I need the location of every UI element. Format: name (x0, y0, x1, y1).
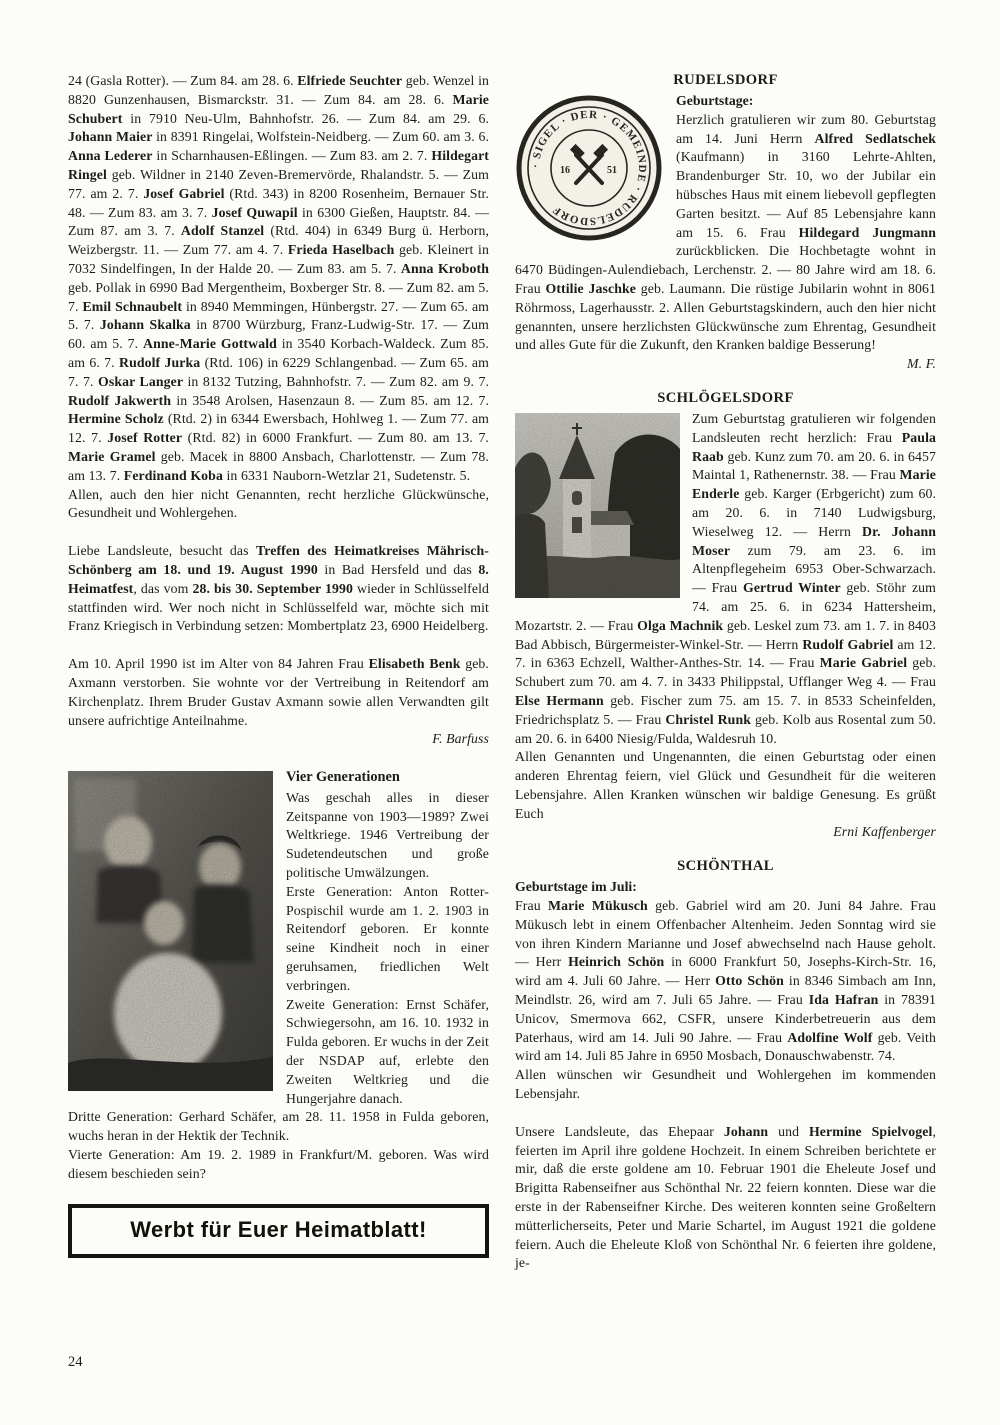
heimatblatt-advert-box (68, 1204, 489, 1258)
schloegelsdorf-body: Zum Geburtstag gratulieren wir folgenden Landsleuten recht herzlich: Frau Paula Raab geb. Kunz zum 70. am 20. 6. in 6457 Maintal 1, Rathenernstr. 38. — Frau Marie Enderle geb. Karger (Erbgericht) zum 60. am 20. 6. in 7140 Ludwigsburg, Wieselweg 12. — Herrn Dr. Johann Moser zum 79. am 23. 6. im Altenpflegeheim 6953 Ober-Schwarzach. — Frau Gertrud Winter geb. Stöhr zum 74. am 25. 6. in 6234 Hattersheim, Mozartstr. 2. — Frau Olga Machnik geb. Leskel zum 73. am 1. 7. in 8403 Bad Abbisch, Bürgermeister-Winkel-Str. — Herrn Rudolf Gabriel am 12. 7. in 6363 Echzell, Walther-Anthes-Str. 14. — Frau Marie Gabriel geb. Schubert zum 70. am 4. 7. in 3433 Philippstal, Ufflanger Weg 4. — Frau Else Hermann geb. Fischer zum 75. am 15. 7. in 8533 Scheinfelden, Friedrichsplatz 5. — Frau Christel Runk geb. Kolb aus Rosental zum 50. am 20. 6. in 6400 Niesig/Fulda, Waldesruh 10. (515, 410, 937, 746)
right-column (515, 72, 936, 1273)
two-column-layout (68, 72, 936, 1273)
advert-text: Werbt für Euer Heimatblatt! (130, 1216, 427, 1242)
third-generation-paragraph: Dritte Generation: Gerhard Schäfer, am 28. 11. 1958 in Fulda geboren, wuchs heran in der Hektik der Technik. (68, 1109, 489, 1144)
fourth-generation-paragraph: Vierte Generation: Am 19. 2. 1989 in Frankfurt/M. geboren. Was wird diesem beschieden sein? (68, 1147, 489, 1181)
schoenthal-closing: Allen wünschen wir Gesundheit und Wohlergehen im kommenden Lebensjahr. (515, 1067, 936, 1102)
four-generations-intro: Was geschah alles in dieser Zeitspanne von 1903—1989? Zwei Weltkriege. 1946 Vertreibung der Sudetendeutschen und große politische Umwälzungen. (286, 789, 489, 881)
four-generations-section (68, 768, 489, 1184)
seal-year-left: 16 (560, 165, 570, 176)
rudelsdorf-section (515, 92, 936, 355)
rudelsdorf-signature: M. F. (907, 356, 936, 372)
seal-year-right: 51 (607, 165, 617, 176)
schloegelsdorf-closing: Allen Genannten und Ungenannten, die einen Geburtstag oder einen anderen Ehrentag feiern, viel Glück und Gesundheit für die weiteren Lebensjahre. Allen Kranken wünschen wir baldige Genesung. Es grüßt Euch (515, 749, 936, 821)
four-generations-title: Vier Generationen (286, 769, 400, 786)
section-heading-schloegelsdorf: SCHLÖGELSDORF (657, 389, 794, 406)
rudelsdorf-subheading: Geburtstage: (676, 93, 754, 108)
obituary-signature: F. Barfuss (432, 731, 489, 747)
church-photo (515, 413, 680, 598)
church-photo-graphic (515, 413, 680, 598)
schoenthal-subheading: Geburtstage im Juli: (515, 879, 637, 895)
birthday-greetings-list: 24 (Gasla Rotter). — Zum 84. am 28. 6. Elfriede Seuchter geb. Wenzel in 8820 Gunzenhausen, Bismarckstr. 31. — Zum 84. am 28. 6. Marie Schubert in 7910 Neu-Ulm, Bahnhofstr. 26. — Zum 84. am 29. 6. Johann Maier in 8391 Ringelai, Wolfstein-Neidberg. — Zum 60. am 3. 6. Anna Lederer in Scharnhausen-Eßlingen. — Zum 83. am 2. 7. Hildegart Ringel geb. Wildner in 2140 Zeven-Bremervörde, Rhalandstr. 5. — Zum 77. am 2. 7. Josef Gabriel (Rtd. 343) in 8200 Rosenheim, Bernauer Str. 48. — Zum 83. am 3. 7. Josef Quwapil in 6300 Gießen, Hauptstr. 84. — Zum 87. am 3. 7. Adolf Stanzel (Rtd. 404) in 6349 Burg ü. Herborn, Weizbergstr. 11. — Zum 77. am 4. 7. Frieda Haselbach geb. Kleinert in 7032 Sindelfingen, In der Halde 20. — Zum 83. am 5. 7. Anna Kroboth geb. Pollak in 6990 Bad Mergentheim, Boxberger Str. 8. — Zum 82. am 5. 7. Emil Schnaubelt in 8940 Memmingen, Hünbergstr. 27. — Zum 65. am 5. 7. Johann Skalka in 8700 Würzburg, Franz-Ludwig-Str. 17. — Zum 60. am 5. 7. Anne-Marie Gottwald in 3540 Korbach-Waldeck. Zum 85. am 6. 7. Rudolf Jurka (Rtd. 106) in 6229 Schlangenbad. — Zum 65. am 7. 7. Oskar Langer in 8132 Tutzing, Bahnhofstr. 7. — Zum 82. am 9. 7. Rudolf Jakwerth in 3548 Arolsen, Hasenzaun 8. — Zum 85. am 12. 7. Hermine Scholz (Rtd. 2) in 6344 Ewersbach, Hohlweg 1. — Zum 77. am 12. 7. Josef Rotter (Rtd. 82) in 6000 Frankfurt. — Zum 80. am 13. 7. Marie Gramel geb. Macek in 8800 Ansbach, Charlottenstr. — Zum 78. am 13. 7. Ferdinand Koba in 6331 Nauborn-Wetzlar 21, Sudetenstr. 5. (68, 73, 490, 483)
rudelsdorf-seal-image (515, 94, 663, 242)
left-column (68, 72, 489, 1273)
seal-graphic (515, 94, 663, 242)
meeting-announcement: Liebe Landsleute, besucht das Treffen des Heimatkreises Mährisch-Schönberg am 18. und 19. August 1990 in Bad Hersfeld und das 8. Heimatfest, das vom 28. bis 30. September 1990 wieder in Schlüsselfeld stattfinden wird. Wer noch nicht in Schlüsselfeld war, möchte sich mit Franz Kriegisch in Verbindung setzen: Mombertplatz 23, 6900 Heidelberg. (68, 543, 490, 634)
family-photo-graphic (68, 771, 273, 1091)
schoenthal-body: Frau Marie Mükusch geb. Gabriel wird am 20. Juni 84 Jahre. Frau Mükusch lebt in einem Offenbacher Altenheim. Jeden Sonntag wird sie von ihren Kindern Marianne und Josef abwechselnd nach Hause geholt. — Herr Heinrich Schön in 6000 Frankfurt 50, Josephs-Kirch-Str. 16, wird am 4. Juli 60 Jahre. — Herr Otto Schön in 8346 Simbach am Inn, Meindlstr. 26, wird am 7. Juli 65 Jahre. — Frau Ida Hafran in 78391 Unicov, Smermova 662, CSFR, unsere Kinderbetreuerin aus dem Paterhaus, wird am 14. Juli 90 Jahre. — Frau Adolfine Wolf geb. Veith wird am 14. Juli 85 Jahre in 6950 Mosbach, Donauschwabenstr. 74. (515, 898, 937, 1064)
section-heading-rudelsdorf: RUDELSDORF (673, 72, 778, 88)
page-number: 24 (68, 1354, 83, 1370)
seal-ring-text: · SIGEL · DER · GEMEINDE · RUDELSDORF (529, 108, 649, 228)
family-photo (68, 771, 273, 1091)
first-generation-paragraph: Erste Generation: Anton Rotter-Pospischil wurde am 1. 2. 1903 in Reitendorf geboren. Er konnte seine Kindheit noch in einer geruhsamen, friedlichen Welt verbringen. (286, 883, 489, 993)
schoenthal-anniversary: Unsere Landsleute, das Ehepaar Johann und Hermine Spielvogel, feierten im April ihre goldene Hochzeit. In einem Schreiben berichtete er mir, daß die erste goldene am 10. Februar 1901 die Eheleute Josef und Brigitta Rabenseifner aus Schönthal Nr. 22 feiern konnten. Diese war die erste in der Rabenseifner Kirche. Des weiteren konnten seine Großeltern mütterlicherseits, Peter und Marie Schartel, im August 1921 die goldene feiern. Auch die Eheleute Kloß von Schönthal Nr. 6 feierten ihre goldene, je- (515, 1123, 937, 1271)
schloegelsdorf-section (515, 410, 936, 748)
birthday-closing: Allen, auch den hier nicht Genannten, recht herzliche Glückwünsche, Gesundheit und Wohlergehen. (68, 486, 489, 521)
second-generation-paragraph: Zweite Generation: Ernst Schäfer, Schwiegersohn, am 16. 10. 1932 in Fulda geboren. Er wuchs in der Zeit der NSDAP auf, erlebte den Zweiten Weltkrieg und die Hungerjahre danach. (286, 996, 489, 1106)
obituary-paragraph: Am 10. April 1990 ist im Alter von 84 Jahren Frau Elisabeth Benk geb. Axmann verstorben. Sie wohnte vor der Vertreibung in Reitendorf am Kirchenplatz. Ihrem Bruder Gustav Axmann sowie allen Verwandten gilt unsere aufrichtige Anteilnahme. (68, 656, 489, 728)
rudelsdorf-body: Herzlich gratulieren wir zum 80. Geburtstag am 14. Juni Herrn Alfred Sedlatschek (Kaufmann) in 3160 Lehrte-Ahlten, Brandenburger Str. 10, wo der Jubilar ein hübsches Haus mit einem liebevoll gepflegten Garten besitzt. — Auf 85 Lebensjahre kann am 15. 6. Frau Hildegard Jungmann zurückblicken. Die Hochbetagte wohnt in 6470 Büdingen-Aulendiebach, Lerchenstr. 2. — 80 Jahre wird am 18. 6. Frau Ottilie Jaschke geb. Laumann. Die rüstige Jubilarin wohnt in 8061 Röhrmoss, Lagerhausstr. 2. Allen Geburtstagskindern, auch den hier nicht genannten, unsere herzlichsten Glückwünsche zum Ehrentag, Gesundheit und alles Gute für die Zukunft, den Kranken baldige Besserung! (515, 111, 936, 353)
section-heading-schoenthal: SCHÖNTHAL (677, 858, 774, 875)
schloegelsdorf-signature: Erni Kaffenberger (833, 824, 936, 840)
